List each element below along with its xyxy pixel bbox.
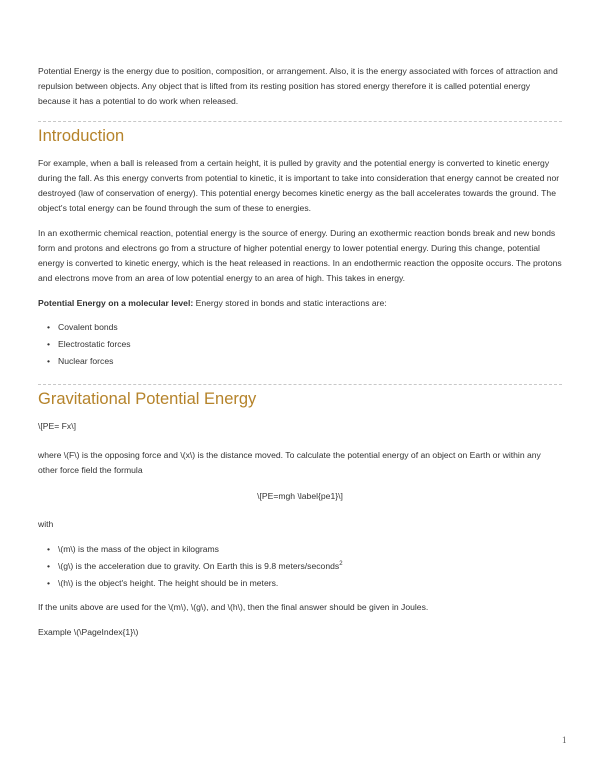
gravitational-paragraph: where \(F\) is the opposing force and \(x\) is the distance moved. To calculate the potential energy of an object on Earth or within any other force field the formula	[38, 450, 541, 475]
section-divider	[38, 384, 562, 385]
list-item: • \(h\) is the object's height. The height should be in meters.	[47, 575, 562, 592]
formula-pe-fx: \[PE= Fx\]	[38, 421, 76, 431]
list-item: • Electrostatic forces	[47, 336, 562, 353]
page-number: 1	[562, 735, 567, 745]
introduction-paragraph-2: In an exothermic chemical reaction, potential energy is the source of energy. During an exothermic reaction bonds break and new bonds form and protons and electrons go from a structure of higher potential energy to lower potential energy. During this change, potential energy is converted to kinetic energy, which is the heat released in reactions. In an endothermic reaction the opposite occurs. The protons and electrons move from an area of low potential energy to an area of high. This takes in energy.	[38, 228, 562, 283]
molecular-level-paragraph	[38, 296, 562, 311]
variables-bullet-list	[38, 541, 562, 592]
section-divider	[38, 121, 562, 122]
list-item	[47, 558, 562, 575]
molecular-bullet-list	[38, 319, 562, 370]
introduction-heading: Introduction	[38, 127, 125, 145]
intro-paragraph: Potential Energy is the energy due to position, composition, or arrangement. Also, it is the energy associated with forces of attraction and repulsion between objects. Any object that is lifted from its resting position has stored energy therefore it is called potential energy because it has a potential to do work when released.	[38, 66, 558, 106]
document-content	[38, 64, 562, 640]
list-item-text: \(g\) is the acceleration due to gravity. On Earth this is 9.8 meters/seconds	[58, 561, 340, 571]
list-item: • \(m\) is the mass of the object in kilograms	[47, 541, 562, 558]
list-item: • Covalent bonds	[47, 319, 562, 336]
example-title: Example \(\PageIndex{1}\)	[38, 627, 139, 637]
gravitational-heading: Gravitational Potential Energy	[38, 390, 257, 408]
list-item: • Nuclear forces	[47, 353, 562, 370]
superscript: 2	[339, 561, 343, 568]
molecular-level-label: Potential Energy on a molecular level:	[38, 298, 194, 308]
molecular-level-text: Energy stored in bonds and static interactions are:	[193, 298, 387, 308]
formula-pe-mgh: \[PE=mgh \label{pe1}\]	[257, 491, 343, 501]
with-text: with	[38, 519, 54, 529]
units-paragraph: If the units above are used for the \(m\), \(g\), and \(h\), then the final answer should be given in Joules.	[38, 602, 429, 612]
introduction-paragraph-1: For example, when a ball is released from a certain height, it is pulled by gravity and the potential energy is converted to kinetic energy during the fall. As this energy converts from potential to kinetic, it is important to take into consideration that energy cannot be created nor destroyed (law of conservation of energy). This potential energy becomes kinetic energy as the ball accelerates towards the ground. The object's total energy can be found through the sum of these to energies.	[38, 158, 560, 213]
